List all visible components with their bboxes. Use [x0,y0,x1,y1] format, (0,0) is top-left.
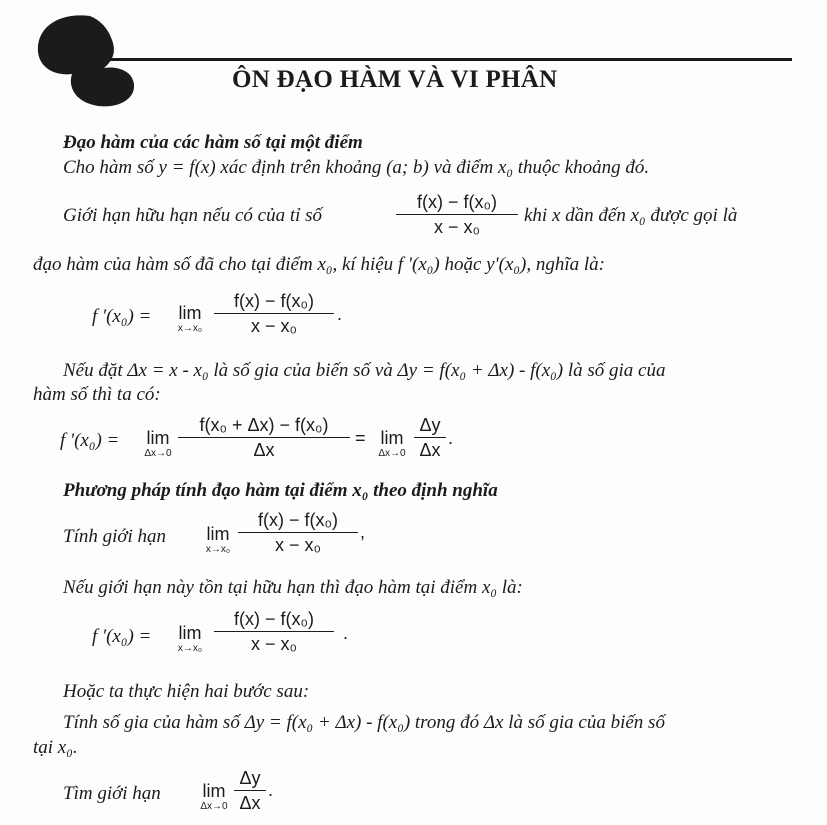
header-rule [100,58,792,61]
method-step2-period: . [268,780,274,800]
formula2-limit-2 [370,428,414,459]
formula2-numerator-1: f(x₀ + Δx) − f(x₀) [178,414,350,438]
method-step2-fraction [234,767,266,814]
formula2-denominator-2: Δx [419,440,441,460]
formula2-equals: = [355,428,366,448]
method-step1-line-2: tại x₀. [33,737,78,758]
lim-word: lim [178,623,202,643]
method-step2-limit [192,781,236,812]
ratio-numerator: f(x) − f(x₀) [396,191,518,215]
method-step2-denominator: Δx [239,793,261,813]
method-comma: , [360,522,366,542]
lim-subscript: Δx→0 [144,448,172,459]
method-alt-line: Hoặc ta thực hiện hai bước sau: [63,681,310,702]
increment-line-2: hàm số thì ta có: [33,384,161,405]
formula2-period: . [448,428,454,448]
formula3-period: . [343,623,349,643]
formula1-numerator: f(x) − f(x₀) [214,290,334,314]
chapter-number: 1 [78,12,99,53]
lim-word: lim [146,428,170,448]
method-exists-line: Nếu giới hạn này tồn tại hữu hạn thì đạo hàm tại điểm x₀ là: [63,577,523,598]
lim-word: lim [178,303,202,323]
lim-subscript: x→x₀ [205,544,231,555]
ratio-denominator: x − x₀ [434,217,480,237]
lim-word: lim [206,524,230,544]
method-fraction [238,509,358,556]
formula2-limit-1 [136,428,180,459]
method-limit [196,524,240,555]
formula3-lhs: f '(x₀) = [92,626,152,647]
formula3-limit [168,623,212,654]
formula3-denominator: x − x₀ [251,634,297,654]
lim-subscript: x→x₀ [177,643,203,654]
definition-line-2-start: Giới hạn hữu hạn nếu có của tỉ số [63,205,323,226]
lim-subscript: Δx→0 [378,448,406,459]
method-numerator: f(x) − f(x₀) [238,509,358,533]
lim-word: lim [380,428,404,448]
formula1-period: . [337,304,343,324]
formula2-fraction-1 [178,414,350,461]
definition-line-3: đạo hàm của hàm số đã cho tại điểm x₀, kí hiệu f '(x₀) hoặc y'(x₀), nghĩa là: [33,254,605,275]
formula2-fraction-2 [414,414,446,461]
formula1-denominator: x − x₀ [251,316,297,336]
definition-line-2-end: khi x dần đến x₀ được gọi là [524,205,738,226]
formula1-fraction [214,290,334,337]
formula2-lhs: f '(x₀) = [60,430,120,451]
formula3-fraction [214,608,334,655]
method-step2-label: Tìm giới hạn [63,783,161,804]
method-step2-numerator: Δy [234,767,266,791]
ratio-fraction [396,191,518,238]
section-heading-method: Phương pháp tính đạo hàm tại điểm x₀ theo định nghĩa [63,480,498,501]
method-denominator: x − x₀ [275,535,321,555]
formula2-numerator-2: Δy [414,414,446,438]
method-step1-line-1: Tính số gia của hàm số Δy = f(x₀ + Δx) - f(x₀) trong đó Δx là số gia của biến số [63,712,665,733]
lim-subscript: x→x₀ [177,323,203,334]
method-step-limit-label: Tính giới hạn [63,526,167,547]
increment-line-1: Nếu đặt Δx = x - x₀ là số gia của biến số và Δy = f(x₀ + Δx) - f(x₀) là số gia của [63,360,666,381]
formula3-numerator: f(x) − f(x₀) [214,608,334,632]
formula1-lhs: f '(x₀) = [92,306,152,327]
page-title: ÔN ĐẠO HÀM VÀ VI PHÂN [232,66,558,93]
definition-line-1: Cho hàm số y = f(x) xác định trên khoảng (a; b) và điểm x₀ thuộc khoảng đó. [63,157,650,178]
lim-subscript: Δx→0 [200,801,228,812]
formula2-denominator-1: Δx [253,440,275,460]
section-heading-derivative-at-point: Đạo hàm của các hàm số tại một điểm [63,132,363,153]
lim-word: lim [202,781,226,801]
formula1-limit [168,303,212,334]
